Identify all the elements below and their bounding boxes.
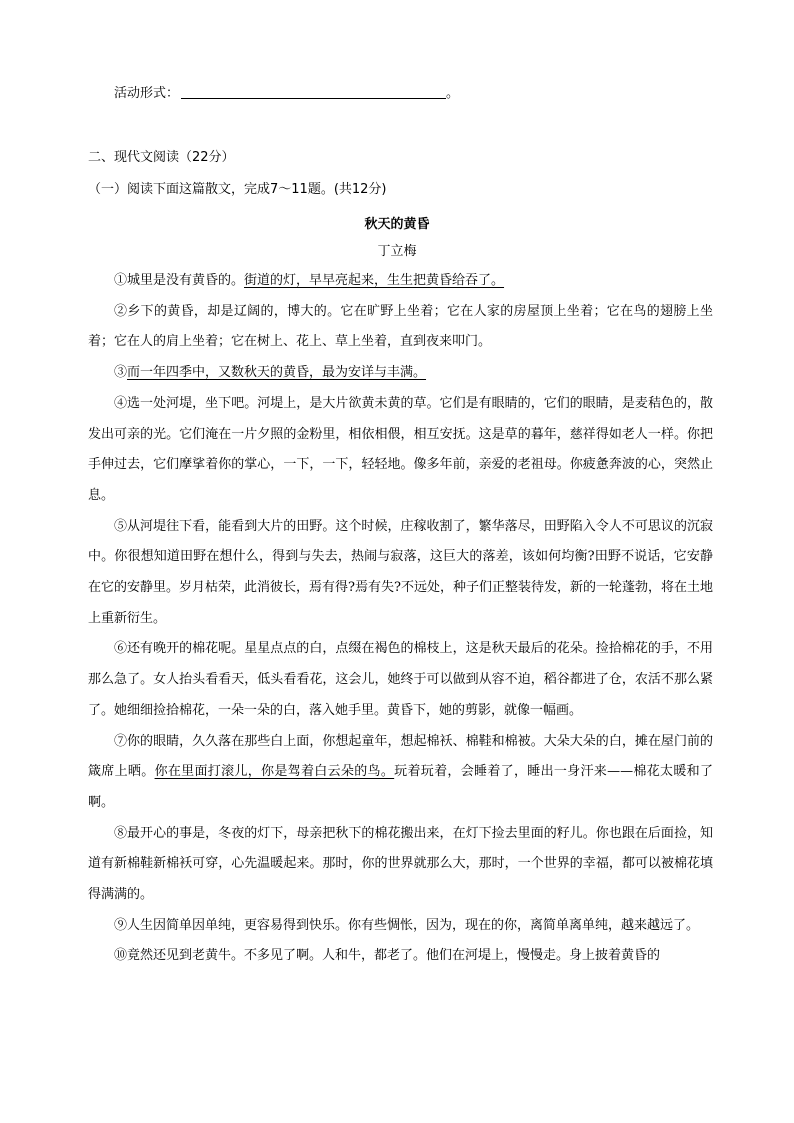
paragraph-4: ④选一处河堤，坐下吧。河堤上，是大片欲黄未黄的草。它们是有眼睛的，它们的眼睛，是麦秸色的，散发出可亲的光。它们淹在一片夕照的金粉里，相依相偎，相互安抚。这是草的暮年，慈祥得如老人一样。你把手伸过去，它们摩挲着你的掌心，一下，一下，轻轻地。像多年前，亲爱的老祖母。你疲惫奔波的心，突然止息。: [88, 395, 713, 503]
section-title: 二、现代文阅读（22分）: [88, 150, 235, 165]
paragraph-3-underlined: 而一年四季中，又数秋天的黄昏，最为安详与丰满。: [127, 365, 427, 381]
paragraph-3: [88, 358, 713, 389]
answer-blank[interactable]: [181, 84, 446, 99]
paragraph-10: ⑩竟然还见到老黄牛。不多见了啊。人和牛，都老了。他们在河堤上，慢慢走。身上披着黄昏的: [114, 948, 661, 964]
article-author: 丁立梅: [377, 244, 417, 259]
paragraph-7-underlined: 你在里面打滚儿，你是驾着白云朵的鸟。: [154, 764, 395, 780]
paragraph-6: ⑥还有晚开的棉花呢。星星点点的白，点缀在褐色的棉枝上，这是秋天最后的花朵。捡拾棉花的手，不用那么急了。女人抬头看看天，低头看看花，这会儿，她终于可以做到从容不迫，稻谷都进了仓，农活不那么紧了。她细细捡拾棉花，一朵一朵的白，落入她手里。黄昏下，她的剪影，就像一幅画。: [88, 641, 713, 718]
paragraph-7: [88, 727, 713, 819]
activity-form-line: [114, 82, 459, 101]
sub-section-title: （一）阅读下面这篇散文，完成7～11题。(共12分): [88, 182, 387, 197]
paragraph-1-underlined: 街道的灯，早早亮起来，生生把黄昏给吞了。: [244, 273, 505, 288]
paragraph-1-text: ①城里是没有黄昏的。: [114, 273, 245, 288]
paragraph-1: [88, 266, 713, 297]
activity-label: 活动形式：: [114, 86, 180, 101]
activity-end: 。: [446, 86, 460, 101]
paragraph-2: ②乡下的黄昏，却是辽阔的，博大的。它在旷野上坐着；它在人家的房屋顶上坐着；它在鸟的翅膀上坐着；它在人的肩上坐着；它在树上、花上、草上坐着，直到夜来叩门。: [88, 303, 713, 350]
paragraph-7-text-after: 玩着玩着，会睡着了，睡出一身汗来——棉花太暖和了啊。: [88, 764, 713, 810]
article-title: 秋天的黄昏: [364, 217, 430, 232]
paragraph-3-number: ③: [114, 365, 128, 381]
paragraph-7-text-before: ⑦你的眼睛，久久落在那些白上面，你想起童年，想起棉袄、棉鞋和棉被。大朵大朵的白，摊在屋门前的箴席上晒。: [88, 733, 713, 780]
paragraph-8: ⑧最开心的事是，冬夜的灯下，母亲把秋下的棉花搬出来，在灯下捡去里面的籽儿。你也跟在后面捡，知道有新棉鞋新棉袄可穿，心先温暖起来。那时，你的世界就那么大，那时，一个世界的幸福，都可以被棉花填得满满的。: [88, 825, 713, 903]
paragraph-9: ⑨人生因简单因单纯，更容易得到快乐。你有些惆怅，因为，现在的你，离简单离单纯，越来越远了。: [114, 917, 700, 933]
paragraph-5: ⑤从河堤往下看，能看到大片的田野。这个时候，庄稼收割了，繁华落尽，田野陷入令人不可思议的沉寂中。你很想知道田野在想什么，得到与失去，热闹与寂落，这巨大的落差，该如何均衡?田野不说话，它安静在它的安静里。岁月枯荣，此消彼长，焉有得?焉有失?不远处，种子们正整装待发，新的一轮蓬勃，将在土地上重新衍生。: [88, 518, 713, 626]
article-body: [88, 266, 713, 972]
